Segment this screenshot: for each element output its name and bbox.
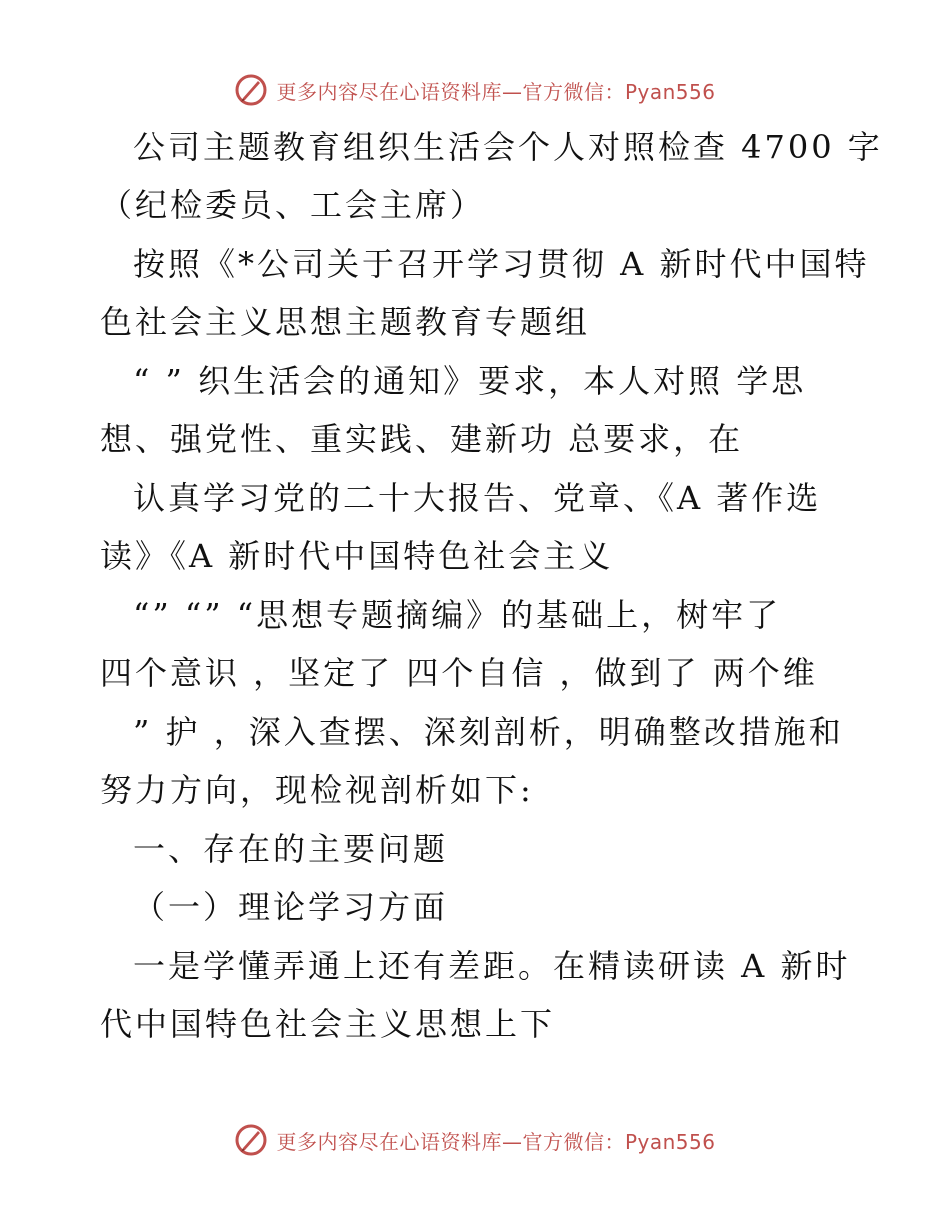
paragraph-line: 色社会主义思想主题教育专题组 [100,303,591,341]
paragraph-line: 按照《*公司关于召开学习贯彻 A 新时代中国特 [133,245,870,283]
paragraph-line: “ ” 织生活会的通知》要求，本人对照 学思 [133,362,807,400]
watermark-header [0,70,950,110]
paragraph-line: 想、强党性、重实践、建新功 总要求，在 [100,420,744,458]
watermark-footer [0,1120,950,1160]
paragraph-line: “” “” “思想专题摘编》的基础上，树牢了 [133,596,782,634]
watermark-text: 更多内容尽在心语资料库—官方微信：Pyan556 [276,1129,716,1154]
paragraph-line: 读》《A 新时代中国特色社会主义 [100,537,614,575]
paragraph-line: 一是学懂弄通上还有差距。在精读研读 A 新时 [133,947,851,985]
watermark-text: 更多内容尽在心语资料库—官方微信：Pyan556 [276,79,716,104]
paragraph-line: 代中国特色社会主义思想上下 [100,1005,556,1043]
paragraph-line: 努力方向，现检视剖析如下: [100,771,534,809]
title-line-2: （纪检委员、工会主席） [100,186,486,224]
paragraph-line: 四个意识 ，坚定了 四个自信 ，做到了 两个维 [100,654,818,692]
paragraph-line: ” 护 ，深入查摆、深刻剖析，明确整改措施和 [133,713,844,751]
subsection-heading: （一）理论学习方面 [133,888,449,926]
section-heading: 一、存在的主要问题 [133,830,449,868]
title-line-1: 公司主题教育组织生活会个人对照检查 4700 字 [133,128,883,166]
feather-pen-logo-icon [234,1123,268,1157]
paragraph-line: 认真学习党的二十大报告、党章、《A 著作选 [133,479,822,517]
feather-pen-logo-icon [234,73,268,107]
